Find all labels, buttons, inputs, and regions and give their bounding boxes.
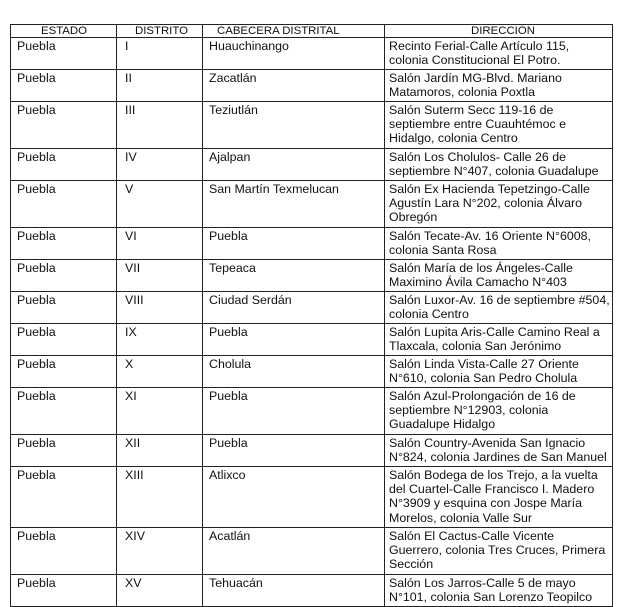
cell-estado: Puebla [11, 102, 117, 149]
cell-cabecera: Huauchinango [203, 38, 385, 70]
cell-cabecera: Puebla [203, 228, 385, 260]
cell-cabecera: Zacatlán [203, 70, 385, 102]
cell-distrito: VIII [117, 292, 203, 324]
table-row [11, 467, 613, 528]
table-row [11, 435, 613, 467]
cell-cabecera: Puebla [203, 388, 385, 435]
cell-estado: Puebla [11, 260, 117, 292]
header-distrito: DISTRITO [117, 25, 203, 38]
cell-direccion: Salón El Cactus-Calle Vicente Guerrero, colonia Tres Cruces, Primera Sección [385, 528, 613, 575]
cell-estado: Puebla [11, 292, 117, 324]
table-row [11, 228, 613, 260]
cell-estado: Puebla [11, 435, 117, 467]
cell-estado: Puebla [11, 70, 117, 102]
table-row [11, 260, 613, 292]
cell-estado: Puebla [11, 181, 117, 228]
cell-cabecera: Puebla [203, 435, 385, 467]
cell-distrito: IV [117, 149, 203, 181]
cell-direccion: Salón María de los Ángeles-Calle Maximino Ávila Camacho N°403 [385, 260, 613, 292]
cell-estado: Puebla [11, 467, 117, 528]
cell-estado: Puebla [11, 528, 117, 575]
cell-distrito: X [117, 356, 203, 388]
table-row [11, 102, 613, 149]
cell-cabecera: San Martín Texmelucan [203, 181, 385, 228]
table-row [11, 528, 613, 575]
table-row [11, 324, 613, 356]
cell-cabecera: Teziutlán [203, 102, 385, 149]
document-page [10, 24, 612, 607]
table-header-row [11, 25, 613, 38]
cell-cabecera: Tepeaca [203, 260, 385, 292]
table-row [11, 181, 613, 228]
cell-direccion: Salón Suterm Secc 119-16 de septiembre entre Cuauhtémoc e Hidalgo, colonia Centro [385, 102, 613, 149]
cell-distrito: XI [117, 388, 203, 435]
header-cabecera: CABECERA DISTRITAL [203, 25, 385, 38]
table-row [11, 149, 613, 181]
table-row [11, 292, 613, 324]
cell-cabecera: Acatlán [203, 528, 385, 575]
table-row [11, 575, 613, 607]
cell-estado: Puebla [11, 575, 117, 607]
cell-estado: Puebla [11, 38, 117, 70]
cell-cabecera: Atlixco [203, 467, 385, 528]
cell-direccion: Salón Bodega de los Trejo, a la vuelta del Cuartel-Calle Francisco I. Madero N°3909 y esquina con Jospe María Morelos, colonia Valle Sur [385, 467, 613, 528]
cell-direccion: Salón Jardín MG-Blvd. Mariano Matamoros, colonia Poxtla [385, 70, 613, 102]
cell-cabecera: Tehuacán [203, 575, 385, 607]
cell-distrito: VII [117, 260, 203, 292]
cell-direccion: Salón Luxor-Av. 16 de septiembre #504, colonia Centro [385, 292, 613, 324]
cell-direccion: Salón Country-Avenida San Ignacio N°824, colonia Jardines de San Manuel [385, 435, 613, 467]
cell-distrito: XIII [117, 467, 203, 528]
cell-distrito: III [117, 102, 203, 149]
cell-distrito: II [117, 70, 203, 102]
cell-estado: Puebla [11, 149, 117, 181]
cell-estado: Puebla [11, 388, 117, 435]
header-direccion: DIRECCIÓN [385, 25, 613, 38]
cell-direccion: Salón Lupita Aris-Calle Camino Real a Tlaxcala, colonia San Jerónimo [385, 324, 613, 356]
cell-direccion: Salón Los Cholulos- Calle 26 de septiembre N°407, colonia Guadalupe [385, 149, 613, 181]
cell-direccion: Salón Linda Vista-Calle 27 Oriente N°610, colonia San Pedro Cholula [385, 356, 613, 388]
table-row [11, 356, 613, 388]
cell-distrito: XII [117, 435, 203, 467]
cell-distrito: V [117, 181, 203, 228]
cell-direccion: Recinto Ferial-Calle Artículo 115, colonia Constitucional El Potro. [385, 38, 613, 70]
cell-distrito: XV [117, 575, 203, 607]
district-table [10, 24, 613, 607]
table-row [11, 70, 613, 102]
cell-direccion: Salón Tecate-Av. 16 Oriente N°6008, colonia Santa Rosa [385, 228, 613, 260]
cell-distrito: VI [117, 228, 203, 260]
cell-distrito: IX [117, 324, 203, 356]
cell-cabecera: Puebla [203, 324, 385, 356]
cell-direccion: Salón Ex Hacienda Tepetzingo-Calle Agustín Lara N°202, colonia Álvaro Obregón [385, 181, 613, 228]
cell-cabecera: Ajalpan [203, 149, 385, 181]
table-row [11, 38, 613, 70]
cell-direccion: Salón Azul-Prolongación de 16 de septiembre N°12903, colonia Guadalupe Hidalgo [385, 388, 613, 435]
cell-cabecera: Cholula [203, 356, 385, 388]
cell-cabecera: Ciudad Serdán [203, 292, 385, 324]
cell-distrito: XIV [117, 528, 203, 575]
table-row [11, 388, 613, 435]
header-estado: ESTADO [11, 25, 117, 38]
cell-distrito: I [117, 38, 203, 70]
cell-estado: Puebla [11, 356, 117, 388]
cell-estado: Puebla [11, 228, 117, 260]
cell-direccion: Salón Los Jarros-Calle 5 de mayo N°101, colonia San Lorenzo Teopilco [385, 575, 613, 607]
cell-estado: Puebla [11, 324, 117, 356]
